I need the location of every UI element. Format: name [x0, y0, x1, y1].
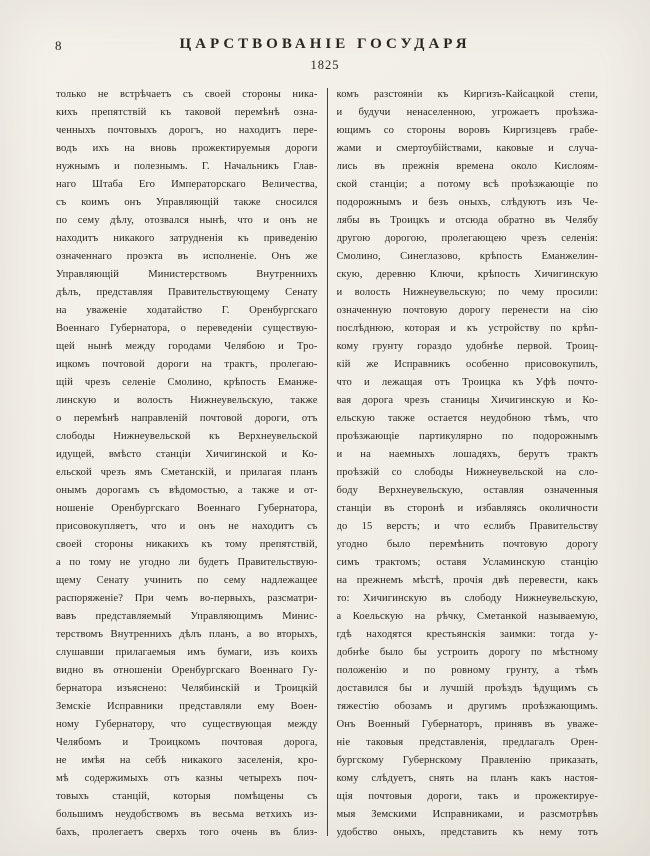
text-line: и волость Нижнеувельскую; по чему просили: [336, 287, 598, 298]
text-line: щей нынѣ между городами Челябою и Тро- [56, 341, 318, 352]
text-line: послѣднюю, которая и къ устройству по крѣп- [336, 323, 598, 334]
text-line: боду Верхнеувельскую, оставляя означенныя [336, 485, 598, 496]
text-line: а Коельскую на рѣчку, Сметанкой называемую, [336, 611, 598, 622]
text-line: видно въ отношеніи Оренбургскаго Военнаго Гу- [56, 665, 318, 676]
text-line: Земскіе Исправники представляли ему Воен- [56, 701, 318, 712]
text-line: кій же Исправникъ особенно присовокупилъ, [336, 359, 598, 370]
text-line: ющимъ со стороны воровъ Киргизцевъ грабе- [336, 125, 598, 136]
text-line: распоряженіе? При чемъ во-первыхъ, разсматри- [56, 593, 318, 604]
text-line: ицкомъ почтовой дороги на трактъ, пролегаю- [56, 359, 318, 370]
text-line: дѣлъ, представляя Правительствующему Сенату [56, 287, 318, 298]
text-line: присовокупляетъ, что и онъ не находитъ съ [56, 521, 318, 532]
text-line: ской станціи; а потому всѣ проѣзжающіе по [336, 179, 598, 190]
text-line: добнѣе было бы устроить дорогу по мѣстному [336, 647, 598, 658]
left-column [56, 86, 318, 842]
text-line: означеннаго проэкта въ исполненіе. Онъ же [56, 251, 318, 262]
text-line: ніе таковыя представленія, предлагалъ Орен- [336, 737, 598, 748]
text-line: комъ разстояніи къ Киргизъ-Кайсацкой степи, [336, 89, 598, 100]
text-line: удобство оныхъ, представить къ нему тотъ [336, 827, 598, 838]
text-line: щія почтовыя дороги, такъ и прожектируе- [336, 791, 598, 802]
text-line: Челябомъ и Троицкомъ почтовая дорога, [56, 737, 318, 748]
text-line: идущей, вмѣсто станціи Хичигинской и Ко- [56, 449, 318, 460]
text-line: вавъ представляемый Управляющимъ Минис- [56, 611, 318, 622]
text-line: ельской чрезъ ямъ Сметанскій, и прилагая планъ [56, 467, 318, 478]
text-line: съ коимъ онъ Управляющій также сносился [56, 197, 318, 208]
text-line: положенію и по ровному грунту, а тѣмъ [336, 665, 598, 676]
text-line: на прежнемъ мѣстѣ, прочія двѣ перевести, какъ [336, 575, 598, 586]
text-line: водъ ихъ на вновь прожектируемыя дороги [56, 143, 318, 154]
text-line: а по тому не угодно ли будетъ Правительствую- [56, 557, 318, 568]
text-line: Смолино, Синеглазово, крѣпость Еманжелин- [336, 251, 598, 262]
text-line: ельскую также остается неудобною тѣмъ, что [336, 413, 598, 424]
text-line: и на наемныхъ лошадяхъ, берутъ трактъ [336, 449, 598, 460]
text-line: ному Губернатору, что существующая между [56, 719, 318, 730]
text-columns [56, 86, 598, 842]
page-number: 8 [55, 38, 62, 53]
text-line: жами и смертоубійствами, каковые и случа- [336, 143, 598, 154]
text-line: слушавши прилагаемыя имъ бумаги, изъ коихъ [56, 647, 318, 658]
text-line: щему Сенату учинить по сему надлежащее [56, 575, 318, 586]
text-line: не имѣя на себѣ никакого заселенія, кро- [56, 755, 318, 766]
text-line: онымъ дорогамъ съ вѣдомостью, а также и от- [56, 485, 318, 496]
text-line: мѣ содержимыхъ отъ казны четырехъ поч- [56, 773, 318, 784]
text-line: что и лежащая отъ Троицка къ Уфѣ почто- [336, 377, 598, 388]
text-line: щій чрезъ селеніе Смолино, крѣпость Еманже- [56, 377, 318, 388]
text-line: только не встрѣчаетъ съ своей стороны ника- [56, 89, 318, 100]
text-line: наго Штаба Его Императорскаго Величества, [56, 179, 318, 190]
text-line: лябы въ Троицкъ и отсюда обратно въ Челябу [336, 215, 598, 226]
text-line: линскую и волость Нижнеувельскую, также [56, 395, 318, 406]
text-line: подорожнымъ и безъ оныхъ, слѣдуютъ изъ Че- [336, 197, 598, 208]
text-line: лись въ прежнія времена около Кислоям- [336, 161, 598, 172]
text-line: бернатора изъяснено: Челябинскій и Троицкій [56, 683, 318, 694]
column-divider [327, 88, 328, 836]
text-line: то: Хичигинскую въ слободу Нижнеувельскую, [336, 593, 598, 604]
text-line: бахъ, пролегаетъ сверхъ того очень въ близ- [56, 827, 318, 838]
text-line: проѣзжающіе партикулярно по подорожнымъ [336, 431, 598, 442]
text-line: доставился бы и лучшій проѣздъ ѣдущимъ съ [336, 683, 598, 694]
text-line: и будучи ненаселенною, угрожаетъ проѣзжа- [336, 107, 598, 118]
text-line: вая дорога чрезъ станицы Хичигинскую и Ко- [336, 395, 598, 406]
text-line: кому грунту гораздо удобнѣе первой. Троиц- [336, 341, 598, 352]
text-line: скую, деревню Ключи, крѣпость Хичигинскую [336, 269, 598, 280]
text-line: тяжестію обозамъ и другимъ проѣзжающимъ. [336, 701, 598, 712]
text-line: означенную почтовую дорогу перенести на сію [336, 305, 598, 316]
text-line: кихъ препятствій къ таковой перемѣнѣ озна- [56, 107, 318, 118]
text-line: до 15 верстъ; и что еслибъ Правительству [336, 521, 598, 532]
text-line: товыхъ станцій, которыя помѣщены съ [56, 791, 318, 802]
text-line: нужнымъ и полезнымъ. Г. Начальникъ Глав- [56, 161, 318, 172]
text-line: терствомъ Внутреннихъ дѣлъ планъ, а во вторыхъ, [56, 629, 318, 640]
text-line: Онъ Военный Губернаторъ, принявъ въ уваже- [336, 719, 598, 730]
text-line: Военнаго Губернатора, о переведеніи существую- [56, 323, 318, 334]
text-line: бургскому Губернскому Правленію приказать, [336, 755, 598, 766]
text-line: ношеніе Оренбургскаго Военнаго Губернатора, [56, 503, 318, 514]
text-line: мыя Земскими Исправниками, и разсмотрѣвъ [336, 809, 598, 820]
text-line: гдѣ находятся крестьянскія заимки: тогда у- [336, 629, 598, 640]
text-line: слободы Нижнеувельской къ Верхнеувельской [56, 431, 318, 442]
text-line: Управляющій Министерствомъ Внутреннихъ [56, 269, 318, 280]
text-line: большимъ неудобствомъ въ весьма ветхихъ из- [56, 809, 318, 820]
running-title: ЦАРСТВОВАНІЕ ГОСУДАРЯ [179, 36, 471, 52]
text-line: станціи въ сторонѣ и избавляясь околичности [336, 503, 598, 514]
text-line: своей стороны никакихъ къ тому препятствій, [56, 539, 318, 550]
text-line: о перемѣнѣ направленій почтовой дороги, отъ [56, 413, 318, 424]
right-column [337, 86, 599, 842]
text-line: по сему дѣлу, отозвался нынѣ, что и онъ не [56, 215, 318, 226]
text-line: симъ трактомъ; оставя Усламинскую станцію [336, 557, 598, 568]
year-heading: 1825 [310, 58, 340, 72]
text-line: угодно было перемѣнить почтовую дорогу [336, 539, 598, 550]
page-header [0, 0, 650, 73]
text-line: другою дорогою, пролегающею чрезъ селенія: [336, 233, 598, 244]
text-line: проѣзжій со слободы Нижнеувельской на сло- [336, 467, 598, 478]
text-line: кому слѣдуетъ, снять на планъ какъ настоя- [336, 773, 598, 784]
text-line: находитъ никакого затрудненія къ приведенію [56, 233, 318, 244]
text-line: на уваженіе ходатайство Г. Оренбургскаго [56, 305, 318, 316]
text-line: ченныхъ почтовыхъ дорогъ, но находитъ пере- [56, 125, 318, 136]
